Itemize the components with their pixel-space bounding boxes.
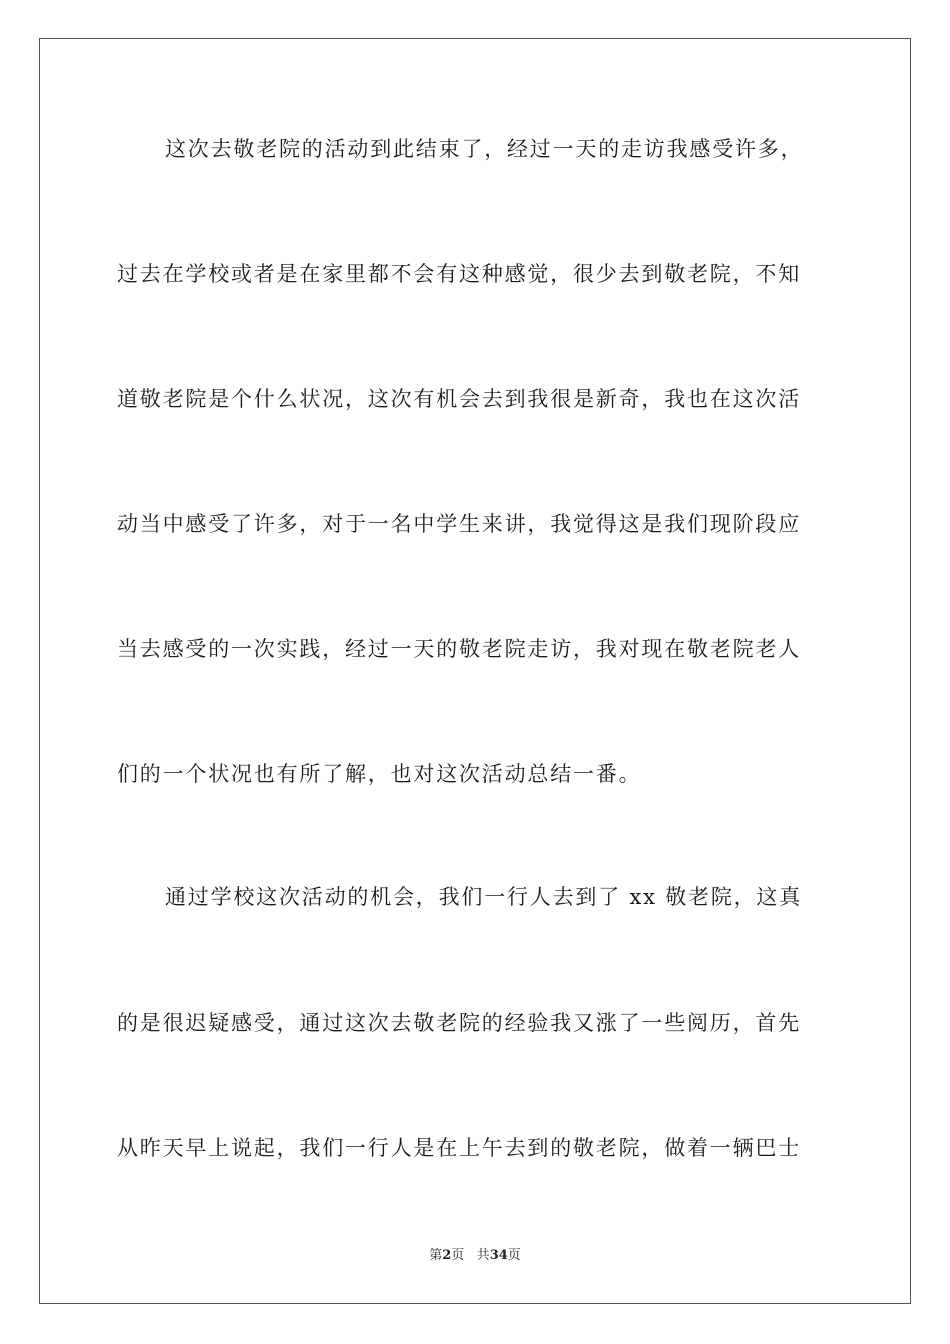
paragraph-2-line-3: 从昨天早上说起，我们一行人是在上午去到的敬老院，做着一辆巴士 (117, 1136, 801, 1160)
paragraph-1-line-3: 道敬老院是个什么状况，这次有机会去到我很是新奇，我也在这次活 (117, 387, 801, 411)
total-prefix: 共 (476, 1248, 490, 1263)
page-number: 2 (442, 1248, 452, 1263)
total-suffix: 页 (507, 1248, 521, 1263)
paragraph-1-line-2: 过去在学校或者是在家里都不会有这种感觉，很少去到敬老院，不知 (117, 262, 801, 286)
page-suffix: 页 (451, 1248, 465, 1263)
paragraph-1-line-1: 这次去敬老院的活动到此结束了，经过一天的走访我感受许多， (165, 137, 804, 161)
paragraph-1-line-6: 们的一个状况也有所了解，也对这次活动总结一番。 (117, 762, 642, 786)
page-prefix: 第 (429, 1248, 443, 1263)
paragraph-1-line-4: 动当中感受了许多，对于一名中学生来讲，我觉得这是我们现阶段应 (117, 512, 801, 536)
total-pages: 34 (489, 1248, 508, 1263)
paragraph-1-line-5: 当去感受的一次实践，经过一天的敬老院走访，我对现在敬老院老人 (117, 637, 801, 661)
paragraph-2-line-2: 的是很迟疑感受，通过这次去敬老院的经验我又涨了一些阅历，首先 (117, 1011, 801, 1035)
page-border (39, 38, 911, 1304)
paragraph-2-line-1: 通过学校这次活动的机会，我们一行人去到了 xx 敬老院，这真 (165, 885, 803, 909)
page-footer (0, 1247, 950, 1265)
